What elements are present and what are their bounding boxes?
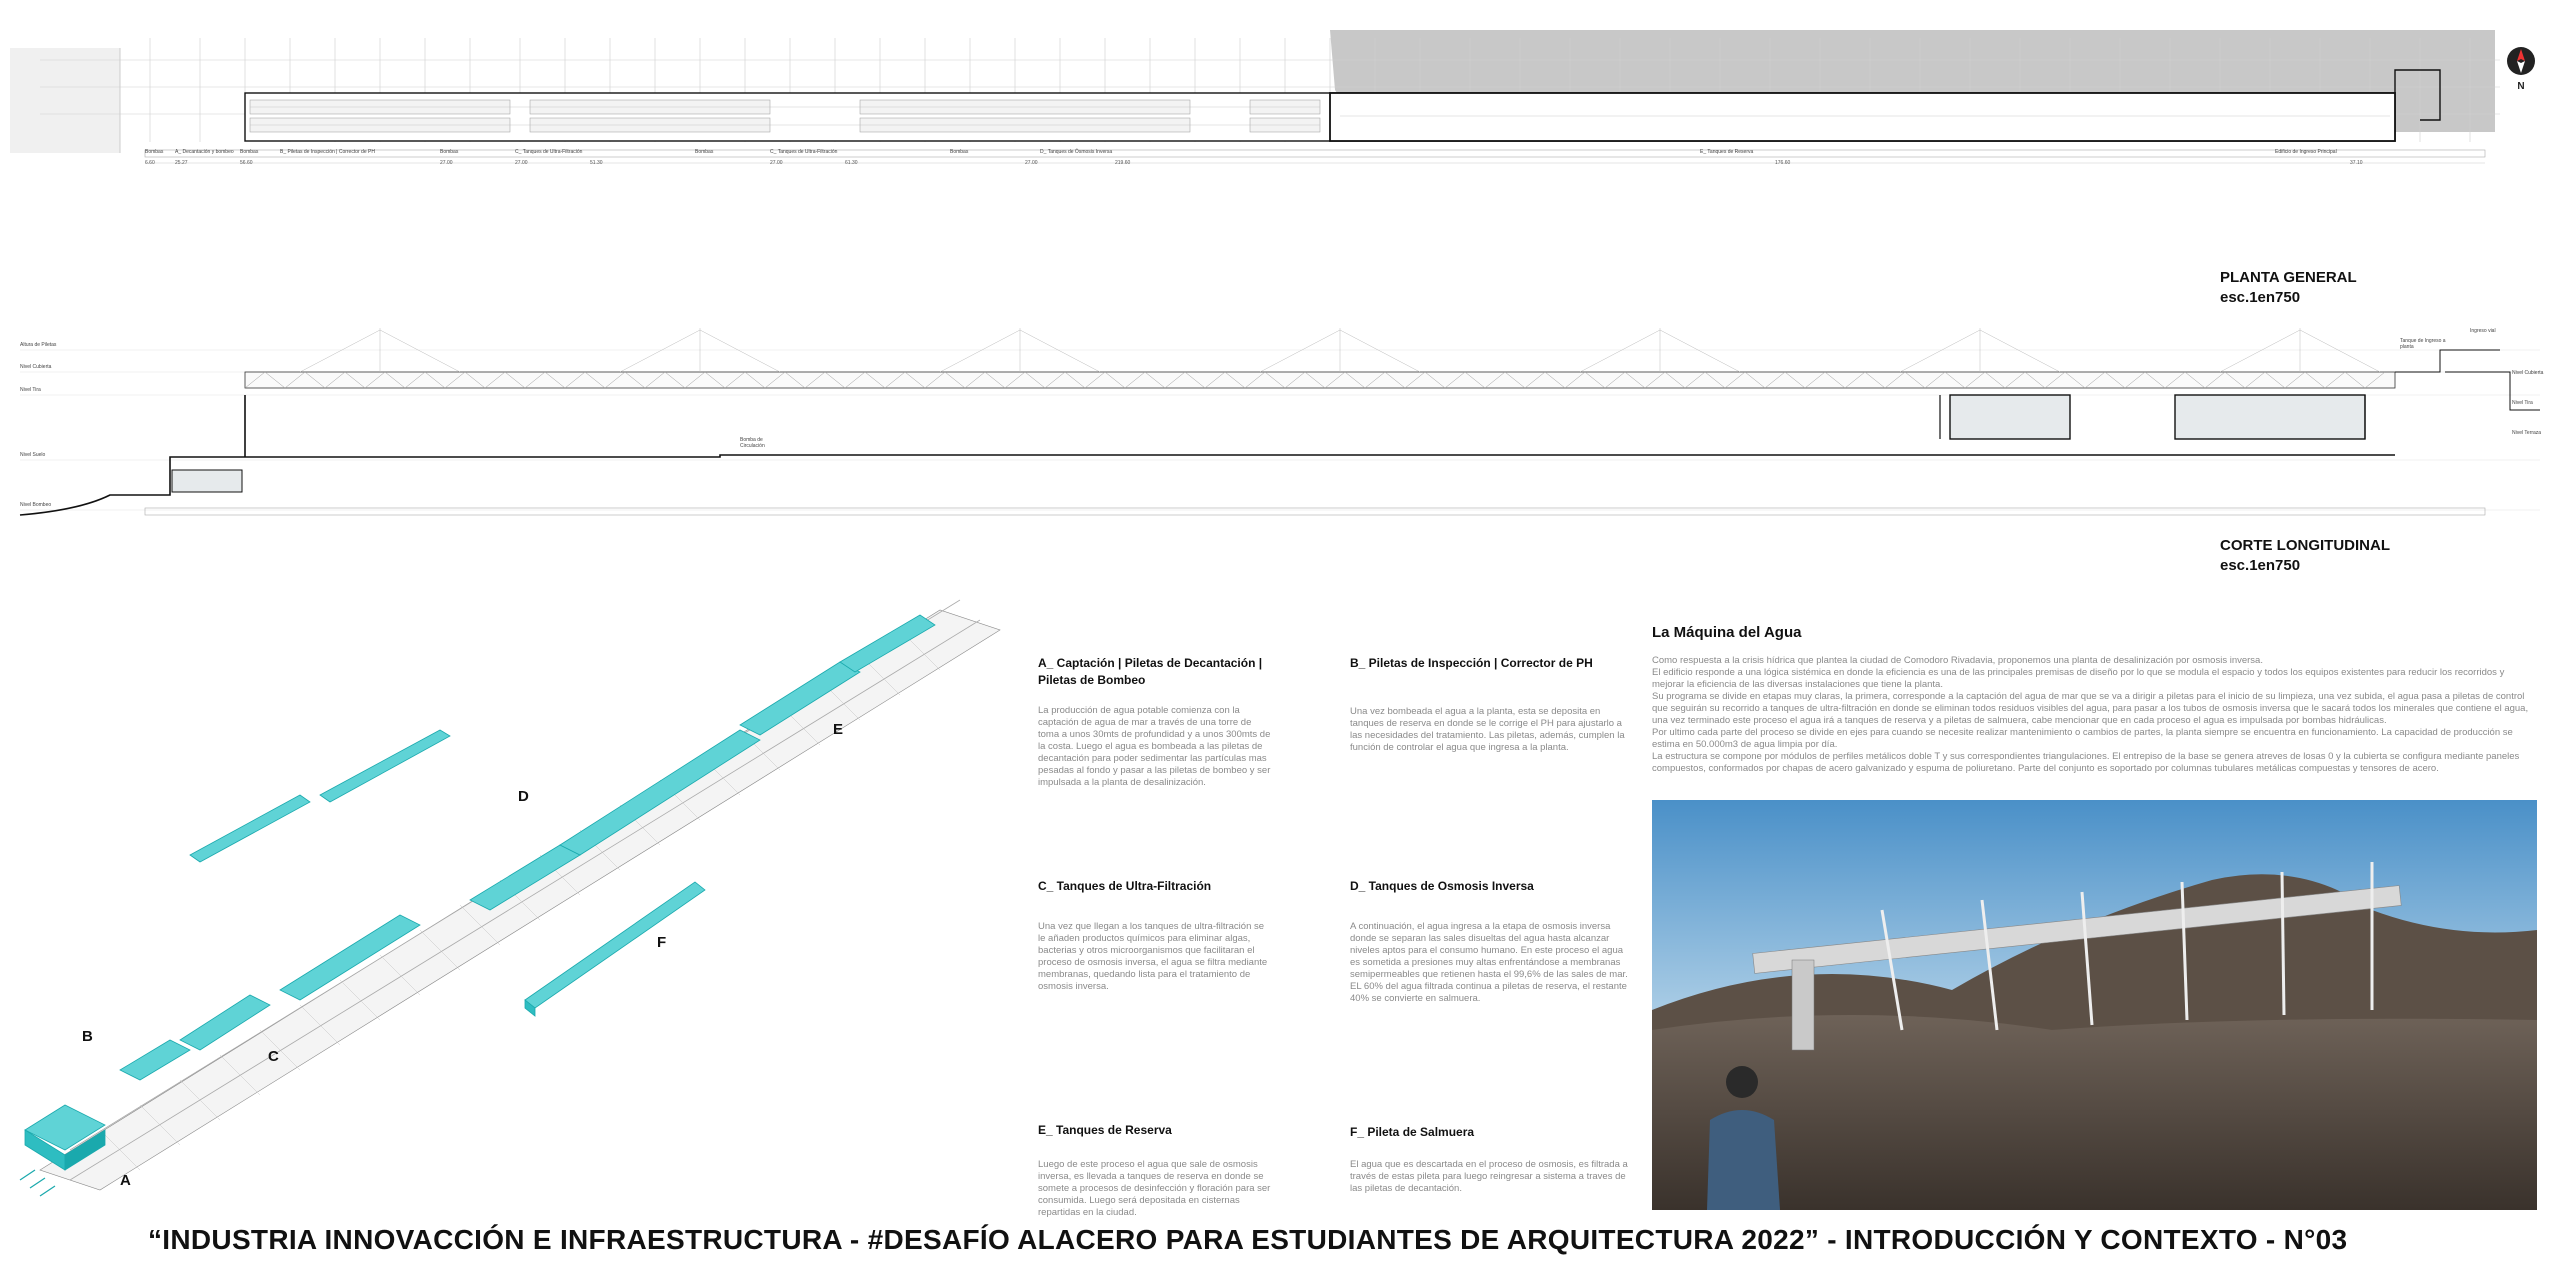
plan-title-block [2220,268,2357,308]
section-c [1038,878,1273,993]
section-level: Nivel Bombeo [20,502,52,508]
section-c-body: Una vez que llegan a los tanques de ultra-filtración se le añaden productos químicos para eliminar algas, bacterias y otros microorganismos que facilitaran el proceso de osmosis inversa, el agua se filtra mediante membranas, quedando lista para el tratamiento de osmosis inversa. [1038,921,1268,992]
intro-block [1652,624,2537,775]
isometric-drawing [0,570,1010,1210]
plan-dim: 6.60 [145,160,155,166]
intro-paragraph: Como respuesta a la crisis hídrica que plantea la ciudad de Comodoro Rivadavia, proponemos una planta de desalinización por osmosis inversa. [1652,655,2263,666]
iso-tank-b [120,1040,190,1080]
section-f [1350,1124,1630,1195]
iso-letter-d: D [518,788,529,805]
intro-paragraph: El edificio responde a una lógica sistémica en donde la eficiencia es una de las principales premisas de diseño por lo que se modula el espacio y todos los equipos existentes para reducir los recorridos y mejorar la eficiencia de las diversas instalaciones que tiene la planta. [1652,667,2505,690]
plan-dim: 61.30 [845,160,858,166]
plan-scale: esc.1en750 [2220,289,2301,306]
plan-dim: 27.00 [440,160,453,166]
section-svg [0,310,2560,530]
north-label: N [2517,81,2525,92]
plan-title: PLANTA GENERAL [2220,269,2357,286]
section-title: CORTE LONGITUDINAL [2220,537,2390,554]
compass-icon [2506,46,2536,76]
iso-letter-e: E [833,721,844,738]
section-a-title: A_ Captación | Piletas de Decantación | Piletas de Bombeo [1038,656,1263,687]
section-level: Nivel Cubierta [20,364,52,370]
section-level: Nivel Terraza [2512,430,2542,436]
section-level: Nivel Suelo [20,452,46,458]
plan-zone-labels [145,149,2485,157]
section-label-tank: Tanque de Ingreso a planta [2400,338,2446,350]
section-e-body: Luego de este proceso el agua que sale de osmosis inversa, es llevada a tanques de reserva en donde se somete a procesos de desinfección y floración para ser consumida. Luego será depositada en cisternas repartidas en la ciudad. [1038,1159,1271,1218]
section-tank [1950,395,2070,439]
section-a-body: La producción de agua potable comienza con la captación de agua de mar a través de una torre de toma a unos 30mts de profundidad y a unos 300mts de la costa. Luego el agua es bombeada a las piletas de decantación para poder sedimentar las partículas mas pesadas al fondo y pasar a las piletas de bombeo y ser impulsada a la planta de desalinización. [1038,705,1271,788]
section-label-pump: Bomba de Circulación [740,437,765,449]
section-label-access: Ingreso vial [2470,328,2496,334]
plan-zone: C_ Tanques de Ultra-Filtración [515,149,583,155]
footer-title: “INDUSTRIA INNOVACCIÓN E INFRAESTRUCTURA - #DESAFÍO ALACERO PARA ESTUDIANTES DE ARQUITECTURA 2022” - INTRODUCCIÓN Y CONTEXTO - N°03 [148,1224,2348,1255]
section-e [1038,1122,1273,1219]
plan-zone: B_ Piletas de Inspección | Corrector de PH [280,149,375,155]
intro-paragraph: La estructura se compone por módulos de perfiles metálicos doble T y sus correspondientes triangulaciones. El entrepiso de la base se genera atreves de losas 0 y la cubierta se configura mediante paneles compuestos, conformados por chapas de acero galvanizado y espuma de poliuretano. Parte del conjunto es soportado por columnas tubulares metálicas compuestas y tensores de acero. [1652,751,2520,774]
section-scale: esc.1en750 [2220,557,2301,574]
section-d-title: D_ Tanques de Osmosis Inversa [1350,879,1534,893]
plan-zone: Edificio de Ingreso Principal [2275,149,2337,155]
plan-zone: Bombas [950,149,969,155]
plan-dim: 51.30 [590,160,603,166]
plan-zone: C_ Tanques de Ultra-Filtración [770,149,838,155]
section-tank [2175,395,2365,439]
plan-dim: 37.10 [2350,160,2363,166]
section-level: Altura de Piletas [20,342,57,348]
section-f-title: F_ Pileta de Salmuera [1350,1125,1475,1139]
section-levels-right [2512,370,2556,440]
section-f-body: El agua que es descartada en el proceso de osmosis, es filtrada a través de estas pileta para luego reingresar a sistema a traves de las piletas de decantación. [1350,1159,1628,1194]
section-d [1350,878,1630,1005]
section-b-body: Una vez bombeada el agua a la planta, esta se deposita en tanques de reserva en donde se le corrige el PH para ajustarlo a las necesidades del tratamiento. Las piletas, además, cumplen la función de controlar el agua que ingresa a la planta. [1350,706,1625,753]
render-image [1652,800,2537,1210]
section-b [1350,655,1630,754]
section-b-title: B_ Piletas de Inspección | Corrector de PH [1350,656,1593,670]
section-a [1038,655,1273,789]
section-truss [245,372,2395,388]
iso-letter-f: F [657,934,667,951]
section-e-title: E_ Tanques de Reserva [1038,1123,1172,1137]
intro-paragraph: Por ultimo cada parte del proceso se divide en ejes para cuando se necesite realizar mantenimiento o cambios de partes, la planta siempre se encuentra en funcionamiento. La capacidad de producción se estima en 50.000m3 de agua limpia por día. [1652,727,2513,750]
plan-zone: Bombas [145,149,164,155]
intro-body [1652,655,2537,775]
iso-letter-c: C [268,1048,279,1065]
iso-letter-b: B [82,1028,93,1045]
section-c-title: C_ Tanques de Ultra-Filtración [1038,879,1212,893]
plan-dim: 27.00 [770,160,783,166]
section-title-block [2220,536,2390,576]
north-arrow [2506,46,2536,90]
plan-zone: A_ Decantación y bombeo [175,149,234,155]
iso-tanks [25,615,935,1170]
plan-dim: 27.00 [1025,160,1038,166]
plan-dims [145,160,2485,168]
intro-paragraph: Su programa se divide en etapas muy claras, la primera, corresponde a la captación del agua de mar que se va a dirigir a piletas para el inicio de su limpieza, una vez subida, el agua pasa a piletas de control que seguirán su recorrido a tanques de ultra-filtración en donde se eliminan todos residuos visibles del agua, para pasar a los tubos de osmosis inversa que le sacará todos los minerales que contiene el agua, una vez terminado este proceso el agua irá a tanques de reserva y a piletas de salmuera, cabe mencionar que en cada proceso el agua es impulsada por bombas hidráulicas. [1652,691,2529,726]
plan-dim: 27.00 [515,160,528,166]
section-level: Nivel Tira [20,387,41,393]
iso-letter-a: A [120,1172,131,1189]
plan-zone: Bombas [240,149,259,155]
section-drawing [0,310,2560,530]
plan-dim: 176.60 [1775,160,1791,166]
isometric-svg [0,570,1010,1210]
plan-zone: Bombas [695,149,714,155]
plan-zone: Bombas [440,149,459,155]
plan-zone: E_ Tanques de Reserva [1700,149,1754,155]
plan-zone: D_ Tanques de Ósmosis Inversa [1040,149,1113,155]
intro-title: La Máquina del Agua [1652,624,1802,641]
plan-left-ground [10,48,120,153]
section-dimension-strip [145,508,2485,515]
section-level: Nivel Cubierta [2512,370,2544,376]
plan-dim: 219.60 [1115,160,1131,166]
section-d-body: A continuación, el agua ingresa a la etapa de osmosis inversa donde se separan las sales disueltas del agua hasta alcanzar niveles aptos para el consumo humano. En este proceso el agua es sometida a presiones muy altas enfrentándose a membranas semipermeables que retienen hasta el 99,6% de las sales de mar. EL 60% del agua filtrada continua a piletas de reserva, el restante 40% se convierte en salmuera. [1350,921,1628,1004]
section-level: Nivel Tira [2512,400,2533,406]
plan-dim: 25.27 [175,160,188,166]
section-levels-left [20,342,80,512]
render-illustration [1652,800,2537,1210]
plan-dim: 56.60 [240,160,253,166]
